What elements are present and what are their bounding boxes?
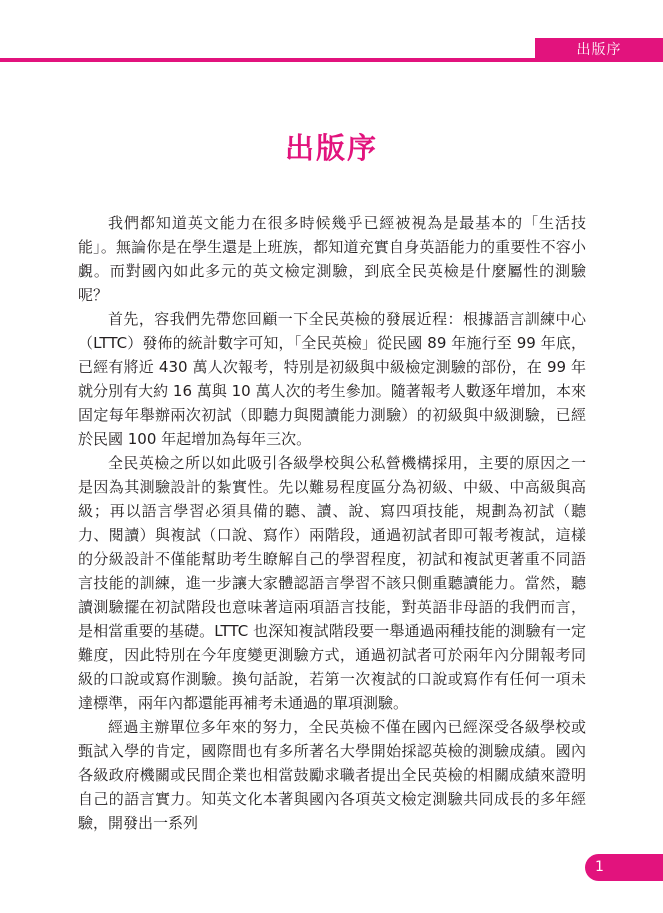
paragraph-3: 全民英檢之所以如此吸引各級學校與公私營機構採用，主要的原因之一是因為其測驗設計的紮實性。先以難易程度區分為初級、中級、中高級與高級；再以語言學習必須具備的聽、讀、說、寫四項技能，規劃為初試（聽力、閱讀）與複試（口說、寫作）兩階段，通過初試者即可報考複試，這樣的分級設計不僅能幫助考生瞭解自己的學習程度，初試和複試更著重不同語言技能的訓練，進一步讓大家體認語言學習不該只側重聽讀能力。當然，聽讀測驗擺在初試階段也意味著這兩項語言技能，對英語非母語的我們而言，是相當重要的基礎。LTTC 也深知複試階段要一舉通過兩種技能的測驗有一定難度，因此特別在今年度變更測驗方式，通過初試者可於兩年內分開報考同級的口說或寫作測驗。換句話說，若第一次複試的口說或寫作有任何一項未達標準，兩年內都還能再補考未通過的單項測驗。 — [78, 454, 586, 712]
paragraph-2: 首先，容我們先帶您回顧一下全民英檢的發展近程：根據語言訓練中心（LTTC）發佈的統計數字可知，「全民英檢」從民國 89 年施行至 99 年底，已經有將近 430 萬人次報考，特別是初級與中級檢定測驗的部份，在 99 年就分別有大約 16 萬與 10 萬人次的考生參加。隨著報考人數逐年增加，本來固定每年舉辦兩次初試（即聽力與閱讀能力測驗）的初級與中級測驗，已經於民國 100 年起增加為每年三次。 — [78, 310, 586, 448]
paragraph-1: 我們都知道英文能力在很多時候幾乎已經被視為是最基本的「生活技能」。無論你是在學生還是上班族，都知道充實自身英語能力的重要性不容小覷。而對國內如此多元的英文檢定測驗，到底全民英檢是什麼屬性的測驗呢？ — [78, 214, 586, 304]
paragraph-4: 經過主辦單位多年來的努力，全民英檢不僅在國內已經深受各級學校或甄試入學的肯定，國際間也有多所著名大學開始採認英檢的測驗成績。國內各級政府機關或民間企業也相當鼓勵求職者提出全民英檢的相關成績來證明自己的語言實力。知英文化本著與國內各項英文檢定測驗共同成長的多年經驗，開發出一系列 — [78, 718, 586, 832]
body-text — [78, 211, 586, 835]
section-label: 出版序 — [535, 38, 663, 62]
page-number: 1 — [585, 854, 663, 881]
page-title: 出版序 — [284, 131, 378, 165]
